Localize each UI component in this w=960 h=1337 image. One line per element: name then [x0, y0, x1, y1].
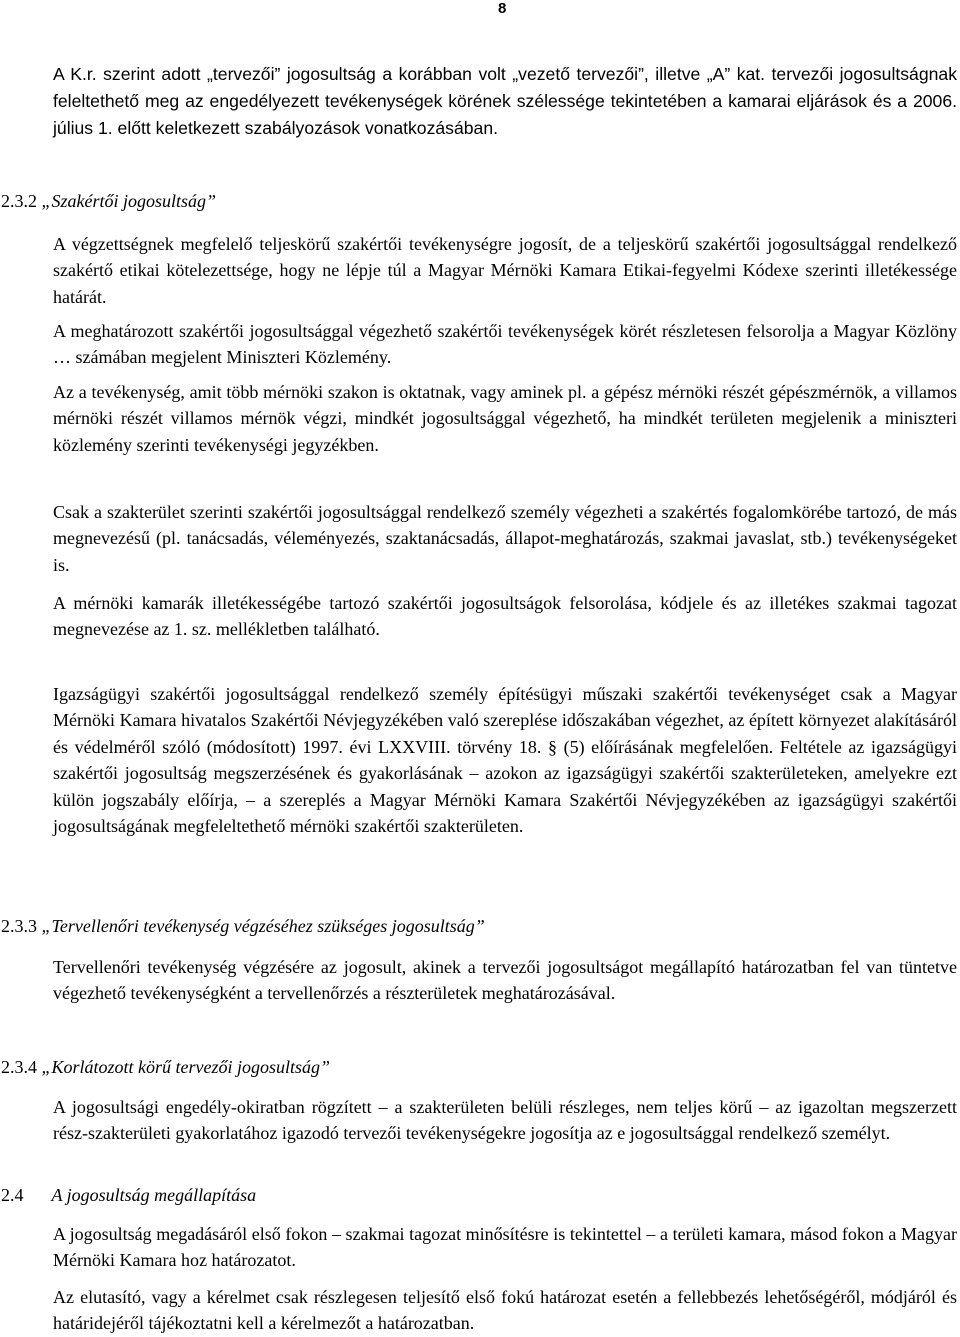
- section-2-3-2-heading: [1, 189, 216, 213]
- section-title: A jogosultság megállapítása: [51, 1185, 257, 1205]
- paragraph: A jogosultsági engedély-okiratban rögzített – a szakterületen belüli részleges, nem teljes körű – az igazoltan megszerzett rész-szakterületi gyakorlatához igazodó tervezői tevékenységekre jogosítja az e jogosultsággal rendelkező személyt.: [53, 1097, 957, 1144]
- section-number: 2.3.4: [1, 1057, 37, 1077]
- paragraph: A végzettségnek megfelelő teljeskörű szakértői tevékenységre jogosít, de a teljeskörű szakértői jogosultsággal rendelkező szakértő etikai kötelezettsége, hogy ne lépje túl a Magyar Mérnöki Kamara Etikai-fegyelmi Kódexe szerinti illetékessége határát.: [53, 234, 957, 307]
- page-number: 8: [498, 0, 507, 17]
- paragraph: A mérnöki kamarák illetékességébe tartozó szakértői jogosultságok felsorolása, kódjele és az illetékes szakmai tagozat megnevezése az 1. sz. mellékletben található.: [53, 593, 957, 640]
- section-number: 2.4: [1, 1185, 24, 1205]
- intro-paragraph: A K.r. szerint adott „tervezői” jogosultság a korábban volt „vezető tervezői”, illetve „A” kat. tervezői jogosultságnak feleltethető meg az engedélyezett tevékenységek körének szélessége tekintetében a kamarai eljárások és a 2006. július 1. előtt keletkezett szabályozások vonatkozásában.: [53, 64, 957, 138]
- section-2-3-4-heading: [1, 1055, 330, 1079]
- paragraph: Csak a szakterület szerinti szakértői jogosultsággal rendelkező személy végezheti a szakértés fogalomkörébe tartozó, de más megnevezésű (pl. tanácsadás, véleményezés, szaktanácsadás, állapot-meghatározás, szakmai javaslat, stb.) tevékenységeket is.: [53, 502, 957, 575]
- paragraph: Az a tevékenység, amit több mérnöki szakon is oktatnak, vagy aminek pl. a gépész mérnöki részét gépészmérnök, a villamos mérnöki részét villamos mérnök végzi, mindkét jogosultsággal végezhető, ha mindkét területen megjelenik a miniszteri közlemény szerinti tevékenységi jegyzékben.: [53, 382, 957, 455]
- section-title: „Tervellenőri tevékenység végzéséhez szükséges jogosultság”: [41, 916, 485, 936]
- section-2-3-3-heading: [1, 914, 485, 938]
- section-number: 2.3.3: [1, 916, 37, 936]
- paragraph: A jogosultság megadásáról első fokon – szakmai tagozat minősítésre is tekintettel – a területi kamara, másod fokon a Magyar Mérnöki Kamara hoz határozatot.: [53, 1224, 957, 1271]
- paragraph: Igazságügyi szakértői jogosultsággal rendelkező személy építésügyi műszaki szakértői tevékenységet csak a Magyar Mérnöki Kamara hivatalos Szakértői Névjegyzékében való szereplése időszakában végezhet, az épített környezet alakításáról és védelméről szóló (módosított) 1997. évi LXXVIII. törvény 18. § (5) előírásának megfelelően. Feltétele az igazságügyi szakértői jogosultság megszerzésének és gyakorlásának – azokon az igazságügyi szakértői szakterületeken, amelyekre ezt külön jogszabály előírja, – a szereplés a Magyar Mérnöki Kamara Szakértői Névjegyzékében az igazságügyi szakértői jogosultságának megfeleltethető mérnöki szakértői szakterületen.: [53, 684, 957, 837]
- paragraph: Az elutasító, vagy a kérelmet csak részlegesen teljesítő első fokú határozat esetén a fellebbezés lehetőségéről, módjáról és határidejéről tájékoztatni kell a kérelmezőt a határozatban.: [53, 1287, 957, 1334]
- section-title: „Korlátozott körű tervezői jogosultság”: [41, 1057, 331, 1077]
- paragraph: Tervellenőri tevékenység végzésére az jogosult, akinek a tervezői jogosultságot megállapító határozatban fel van tüntetve végezhető tevékenységként a tervellenőrzés a részterületek meghatározásával.: [53, 957, 957, 1004]
- paragraph: A meghatározott szakértői jogosultsággal végezhető szakértői tevékenységek körét részletesen felsorolja a Magyar Közlöny … számában megjelent Miniszteri Közlemény.: [53, 321, 957, 368]
- section-title: „Szakértői jogosultság”: [41, 191, 217, 211]
- section-2-4-heading: [1, 1183, 256, 1207]
- section-number: 2.3.2: [1, 191, 37, 211]
